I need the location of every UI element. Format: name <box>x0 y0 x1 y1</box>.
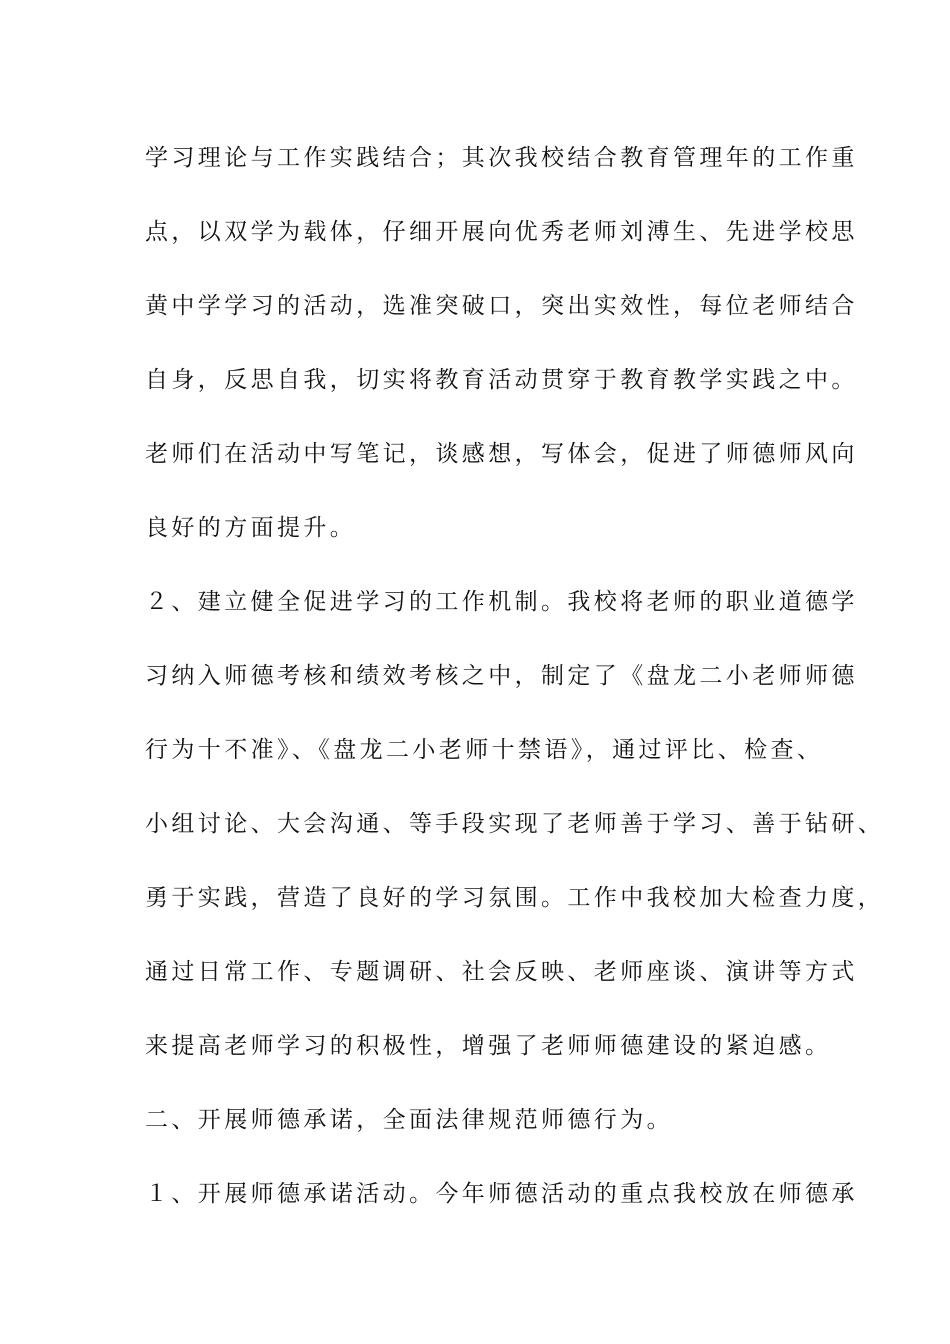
text-line: 良好的方面提升。 <box>145 515 357 541</box>
text-line: １、开展师德承诺活动。今年师德活动的重点我校放在师德承 <box>145 1181 858 1207</box>
text-line: 勇于实践，营造了良好的学习氛围。工作中我校加大检查力度， <box>145 885 885 911</box>
text-line: 黄中学学习的活动，选准突破口，突出实效性，每位老师结合 <box>145 293 858 319</box>
text-line: 习纳入师德考核和绩效考核之中，制定了《盘龙二小老师师德 <box>145 663 858 689</box>
text-line: 小组讨论、大会沟通、等手段实现了老师善于学习、善于钻研、 <box>145 811 885 837</box>
text-line: 通过日常工作、专题调研、社会反映、老师座谈、演讲等方式 <box>145 959 858 985</box>
text-line: 来提高老师学习的积极性，增强了老师师德建设的紧迫感。 <box>145 1033 832 1059</box>
text-line: 老师们在活动中写笔记，谈感想，写体会，促进了师德师风向 <box>145 441 858 467</box>
text-line: 行为十不准》、《盘龙二小老师十禁语》，通过评比、检查、 <box>145 737 824 763</box>
text-line: 点，以双学为载体，仔细开展向优秀老师刘溥生、先进学校思 <box>145 219 858 245</box>
document-body <box>145 132 885 1242</box>
text-line: ２、建立健全促进学习的工作机制。我校将老师的职业道德学 <box>145 589 858 615</box>
text-line: 二、开展师德承诺，全面法律规范师德行为。 <box>145 1107 673 1133</box>
text-line: 自身，反思自我，切实将教育活动贯穿于教育教学实践之中。 <box>145 367 858 393</box>
text-line: 学习理论与工作实践结合；其次我校结合教育管理年的工作重 <box>145 145 858 171</box>
